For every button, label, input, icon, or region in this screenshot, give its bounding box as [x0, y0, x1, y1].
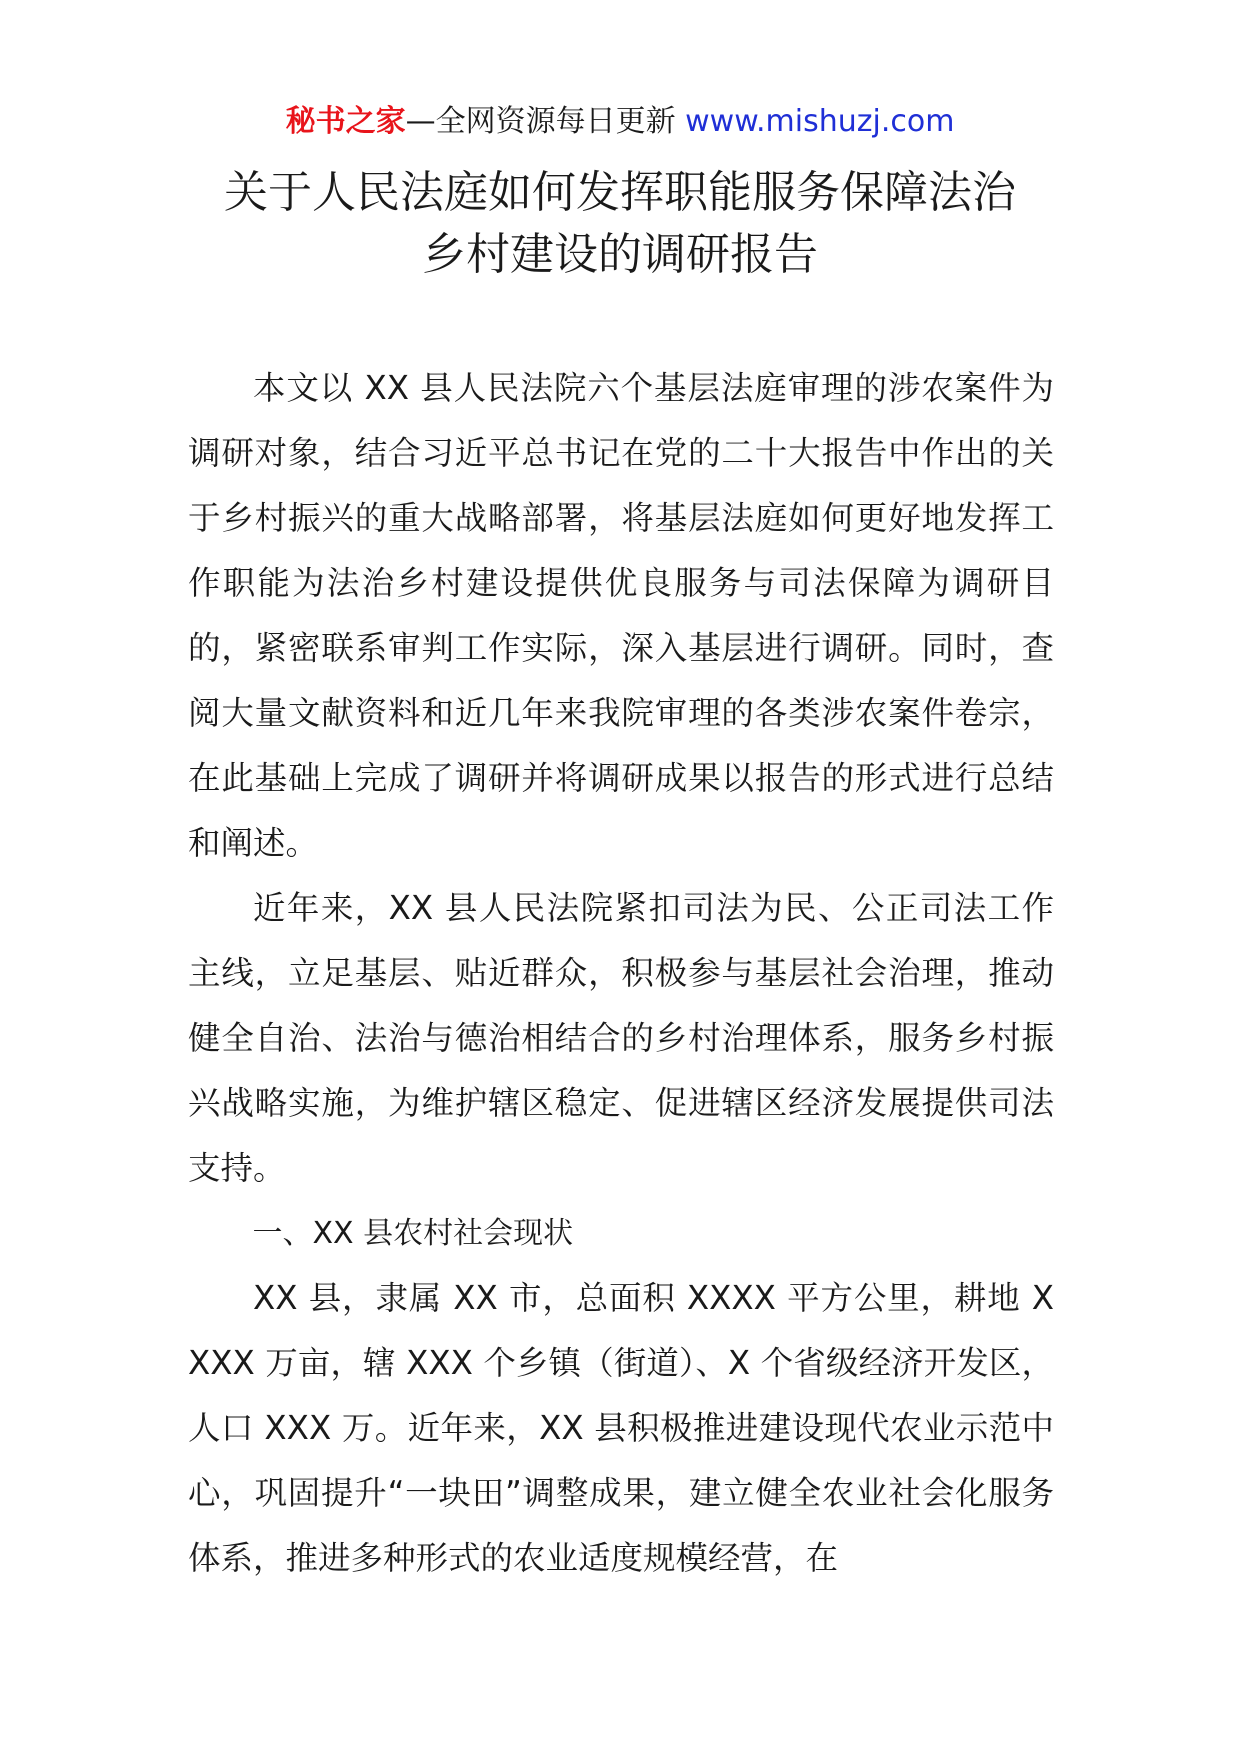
title-line-1: 关于人民法庭如何发挥职能服务保障法治 [224, 167, 1016, 218]
section-heading: 一、XX 县农村社会现状 [252, 1216, 574, 1251]
brand-name: 秘书之家 [285, 104, 406, 139]
paragraph-intro: 本文以 XX 县人民法院六个基层法庭审理的涉农案件为调研对象，结合习近平总书记在党的二十大报告中作出的关于乡村振兴的重大战略部署，将基层法庭如何更好地发挥工作职能为法治乡村建设提供优良服务与司法保障为调研目的，紧密联系审判工作实际，深入基层进行调研。同时，查阅大量文献资料和近几年来我院审理的各类涉农案件卷宗，在此基础上完成了调研并将调研成果以报告的形式进行总结和阐述。 [188, 369, 1054, 862]
title-line-2: 乡村建设的调研报告 [422, 229, 818, 280]
site-url-link[interactable]: www.mishuzj.com [685, 104, 955, 139]
document-title [0, 162, 1240, 286]
document-body [188, 356, 1054, 1591]
site-header [0, 100, 1240, 144]
header-tagline: —全网资源每日更新 [405, 104, 676, 139]
paragraph-overview: 近年来，XX 县人民法院紧扣司法为民、公正司法工作主线，立足基层、贴近群众，积极参与基层社会治理，推动健全自治、法治与德治相结合的乡村治理体系，服务乡村振兴战略实施，为维护辖区稳定、促进辖区经济发展提供司法支持。 [188, 889, 1054, 1187]
paragraph-section1: XX 县，隶属 XX 市，总面积 XXXX 平方公里，耕地 XXXX 万亩，辖 XXX 个乡镇（街道）、X 个省级经济开发区，人口 XXX 万。近年来，XX 县积极推进建设现代农业示范中心，巩固提升“一块田”调整成果，建立健全农业社会化服务体系，推进多种形式的农业适度规模经营，在 [188, 1279, 1054, 1577]
